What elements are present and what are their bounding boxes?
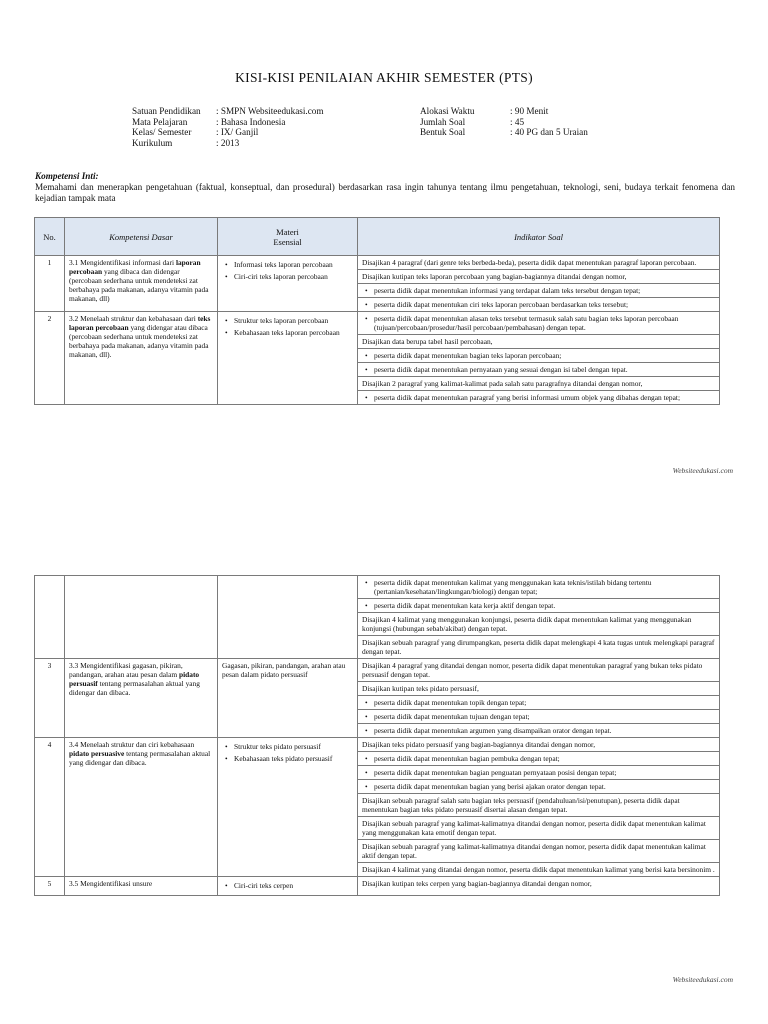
materi-item: • Struktur teks pidato persuasif <box>222 742 353 751</box>
materi-cell <box>218 312 358 405</box>
indikator-bullet-text: • peserta didik dapat menentukan kata kerja aktif dengan tepat. <box>362 601 715 610</box>
materi-item: • Ciri-ciri teks cerpen <box>222 881 353 890</box>
header-materi <box>218 218 358 256</box>
watermark: Websiteedukasi.com <box>672 466 733 475</box>
info-label: Kurikulum <box>132 137 173 148</box>
indikator-bullet-text: • peserta didik dapat menentukan tujuan dengan tepat; <box>362 712 715 721</box>
row-number: 5 <box>35 877 65 896</box>
materi-cell <box>218 256 358 312</box>
indikator-item: Disajikan kutipan teks cerpen yang bagian-bagiannya ditandai dengan nomor, <box>362 879 592 888</box>
indikator-bullet-text: • peserta didik dapat menentukan bagian penguatan pernyataan posisi dengan tepat; <box>362 768 715 777</box>
kompetensi-dasar-topic: teks laporan percobaan <box>69 314 211 332</box>
info-value: : IX/ Ganjil <box>216 127 259 138</box>
kompetensi-inti-heading: Kompetensi Inti: <box>35 171 99 181</box>
indikator-bullet <box>358 780 719 794</box>
table-row <box>35 738 720 877</box>
kisi-kisi-table-page-2 <box>34 575 720 896</box>
indikator-bullet <box>358 766 719 780</box>
watermark: Websiteedukasi.com <box>672 975 733 984</box>
indikator-bullet-text: • peserta didik dapat menentukan alasan teks tersebut termasuk salah satu bagian teks laporan percobaan (tujuan/percobaan/prosedur/hasil percobaan/pembahasan) dengan tepat. <box>362 314 715 332</box>
indikator-bullet-text: • peserta didik dapat menentukan ciri teks laporan percobaan berdasarkan teks tersebut; <box>362 300 715 309</box>
table-row <box>35 659 720 738</box>
table-row <box>35 877 720 896</box>
indikator-cell <box>358 256 720 312</box>
materi-text: Gagasan, pikiran, pandangan, arahan atau pesan dalam pidato persuasif <box>222 661 346 679</box>
indikator-cell <box>358 659 720 738</box>
indikator-bullet <box>358 696 719 710</box>
indikator-bullet <box>358 752 719 766</box>
indikator-bullet-text: • peserta didik dapat menentukan topik dengan tepat; <box>362 698 715 707</box>
kompetensi-dasar-text <box>65 576 217 580</box>
materi-item: • Informasi teks laporan percobaan <box>222 260 353 269</box>
row-number: 1 <box>35 256 65 312</box>
kompetensi-inti <box>35 171 735 204</box>
info-label: Kelas/ Semester <box>132 127 192 138</box>
indikator-item: Disajikan kutipan teks laporan percobaan yang bagian-bagiannya ditandai dengan nomor, <box>358 270 719 284</box>
table-row <box>35 312 720 405</box>
indikator-item: Disajikan kutipan teks pidato persuasif, <box>358 682 719 696</box>
row-number: 4 <box>35 738 65 877</box>
kompetensi-inti-text: Memahami dan menerapkan pengetahuan (faktual, konseptual, dan prosedural) berdasarkan rasa ingin tahunya tentang ilmu pengetahuan, teknologi, seni, budaya terkait fenomena dan kejadian tampak mata <box>35 182 735 203</box>
info-value: : SMPN Websiteedukasi.com <box>216 106 324 116</box>
indikator-bullet <box>358 312 719 335</box>
materi-item: • Struktur teks laporan percobaan <box>222 316 353 325</box>
table-row <box>35 256 720 312</box>
indikator-bullet-text: • peserta didik dapat menentukan bagian pembuka dengan tepat; <box>362 754 715 763</box>
kompetensi-dasar-topic: pidato persuasif <box>69 670 200 688</box>
kompetensi-dasar-topic: pidato persuasive <box>69 749 125 758</box>
document-title: KISI-KISI PENILAIAN AKHIR SEMESTER (PTS) <box>235 70 533 85</box>
indikator-item: Disajikan sebuah paragraf salah satu bagian teks persuasif (pendahuluan/isi/penutupan), peserta didik dapat menentukan bagian teks pidato persuasif disertai alasan dengan tepat. <box>358 794 719 817</box>
indikator-bullet <box>358 363 719 377</box>
indikator-item: Disajikan sebuah paragraf yang kalimat-kalimatnya ditandai dengan nomor, peserta didik dapat menentukan kalimat aktif dengan tepat. <box>358 840 719 863</box>
info-label: Alokasi Waktu <box>420 106 475 116</box>
kompetensi-dasar-text: 3.2 Menelaah struktur dan kebahasaan dari teks laporan percobaan yang didengar atau dibaca (percobaan sederhana untuk mendeteksi zat berbahaya pada makanan, adanya vitamin pada makanan, dll). <box>69 314 211 359</box>
kompetensi-dasar-text: 3.5 Mengidentifikasi unsure <box>69 879 153 888</box>
indikator-cell <box>358 738 720 877</box>
materi-cell <box>218 877 358 896</box>
row-number: 2 <box>35 312 65 405</box>
indikator-bullet <box>358 599 719 613</box>
materi-item: • Kebahasaan teks pidato persuasif <box>222 754 353 763</box>
indikator-bullet-text: • peserta didik dapat menentukan pernyataan yang sesuai dengan isi tabel dengan tepat. <box>362 365 715 374</box>
materi-item: • Ciri-ciri teks laporan percobaan <box>222 272 353 281</box>
info-value: : 90 Menit <box>510 106 549 116</box>
indikator-item: Disajikan 4 kalimat yang ditandai dengan nomor, peserta didik dapat menentukan kalimat yang berisi kata bersinonim . <box>362 865 715 874</box>
kompetensi-dasar-cell <box>65 256 218 312</box>
materi-cell <box>218 659 358 738</box>
row-number <box>35 576 65 659</box>
kompetensi-dasar-topic: laporan percobaan <box>69 258 201 276</box>
kompetensi-dasar-text: 3.1 Mengidentifikasi informasi dari laporan percobaan yang dibaca dan didengar (percobaan sederhana untuk mendeteksi zat berbahaya pada makanan, adanya vitamin pada makanan, dll) <box>69 258 209 303</box>
indikator-bullet-text: • peserta didik dapat menentukan paragraf yang berisi informasi umum objek yang dibahas dengan tepat; <box>362 393 715 402</box>
indikator-item: Disajikan 2 paragraf yang kalimat-kalimat pada salah satu paragrafnya ditandai dengan nomor, <box>358 377 719 391</box>
header-kd-label: Kompetensi Dasar <box>109 231 173 242</box>
info-label: Jumlah Soal <box>420 116 466 127</box>
info-value: : 45 <box>510 116 525 127</box>
materi-cell <box>218 576 358 659</box>
info-value: : 2013 <box>216 137 240 148</box>
indikator-item: Disajikan 4 paragraf (dari genre teks berbeda-beda), peserta didik dapat menentukan paragraf laporan percobaan. <box>358 256 719 270</box>
kompetensi-dasar-text: 3.4 Menelaah struktur dan ciri kebahasaan pidato persuasive tentang permasalahan aktual yang didengar dan dibaca. <box>69 740 211 767</box>
header-materi-line1: Materi <box>276 226 299 237</box>
indikator-bullet <box>358 724 719 737</box>
row-number: 3 <box>35 659 65 738</box>
indikator-item: Disajikan 4 paragraf yang ditandai dengan nomor, peserta didik dapat menentukan paragraf yang bukan teks pidato persuasif dengan tepat. <box>358 659 719 682</box>
info-left <box>132 106 324 148</box>
indikator-cell <box>358 576 720 659</box>
indikator-bullet-text: • peserta didik dapat menentukan bagian teks laporan percobaan; <box>362 351 715 360</box>
info-value: : Bahasa Indonesia <box>216 116 286 127</box>
indikator-bullet-text: • peserta didik dapat menentukan kalimat yang menggunakan kata teknis/istilah bidang tertentu (pertanian/kesehatan/lingkungan/biologi) dengan tepat; <box>362 578 715 596</box>
materi-cell <box>218 738 358 877</box>
header-indikator <box>358 218 720 256</box>
indikator-item: Disajikan sebuah paragraf yang kalimat-kalimatnya ditandai dengan nomor, peserta didik dapat menentukan kalimat yang menggunakan kata emotif dengan tepat. <box>358 817 719 840</box>
info-right <box>420 106 588 138</box>
header-kompetensi-dasar <box>65 218 218 256</box>
indikator-item: Disajikan 4 kalimat yang menggunakan konjungsi, peserta didik dapat menentukan kalimat yang menggunakan konjungsi (hubungan sebab/akibat) dengan tepat. <box>358 613 719 636</box>
materi-item: • Kebahasaan teks laporan percobaan <box>222 328 353 337</box>
table-row <box>35 576 720 659</box>
indikator-bullet <box>358 284 719 298</box>
indikator-cell <box>358 312 720 405</box>
indikator-item: Disajikan sebuah paragraf yang dirumpangkan, peserta didik dapat melengkapi 4 kata tugas untuk melengkapi paragraf dengan tepat. <box>362 638 715 656</box>
indikator-bullet <box>358 576 719 599</box>
indikator-bullet <box>358 298 719 311</box>
kisi-kisi-table-page-1 <box>34 217 720 405</box>
kompetensi-dasar-cell <box>65 659 218 738</box>
indikator-bullet-text: • peserta didik dapat menentukan bagian yang berisi ajakan orator dengan tepat. <box>362 782 715 791</box>
info-label: Satuan Pendidikan <box>132 106 201 116</box>
indikator-item: Disajikan data berupa tabel hasil percobaan, <box>358 335 719 349</box>
kompetensi-dasar-cell <box>65 576 218 659</box>
kompetensi-dasar-cell <box>65 312 218 405</box>
indikator-bullet-text: • peserta didik dapat menentukan argumen yang disampaikan orator dengan tepat. <box>362 726 715 735</box>
indikator-bullet <box>358 710 719 724</box>
indikator-bullet <box>358 391 719 404</box>
header-indikator-label: Indikator Soal <box>514 231 563 242</box>
kompetensi-dasar-text: 3.3 Mengidentifikasi gagasan, pikiran, pandangan, arahan atau pesan dalam pidato persuasif tentang permasalahan aktual yang didengar dan dibaca. <box>69 661 200 697</box>
kompetensi-dasar-cell <box>65 738 218 877</box>
indikator-item: Disajikan teks pidato persuasif yang bagian-bagiannya ditandai dengan nomor, <box>358 738 719 752</box>
info-value: : 40 PG dan 5 Uraian <box>510 127 588 138</box>
indikator-bullet <box>358 349 719 363</box>
indikator-cell <box>358 877 720 896</box>
header-materi-line2: Esensial <box>273 236 302 247</box>
info-label: Bentuk Soal <box>420 127 466 138</box>
info-label: Mata Pelajaran <box>132 116 188 127</box>
kompetensi-dasar-cell <box>65 877 218 896</box>
header-no: No. <box>35 218 65 256</box>
indikator-bullet-text: • peserta didik dapat menentukan informasi yang terdapat dalam teks tersebut dengan tepat; <box>362 286 715 295</box>
